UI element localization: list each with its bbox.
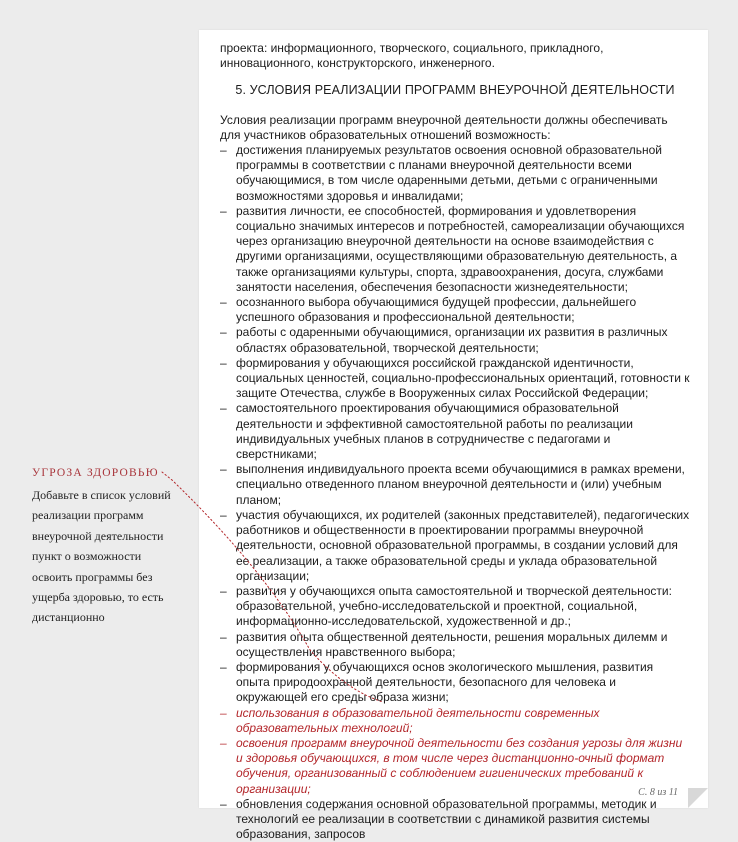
bullet-dash: – bbox=[220, 143, 227, 158]
document-page bbox=[199, 30, 708, 842]
bullet-dash: – bbox=[220, 735, 227, 750]
bullet-dash: – bbox=[220, 401, 227, 416]
added-list-item bbox=[220, 736, 690, 797]
list-item bbox=[220, 204, 690, 295]
list-item-text: развития личности, ее способностей, формирования и удовлетворения социально значимых интересов и потребностей, самореализации обучающихся через организацию внеурочной деятельности на основе взаимодействия с другими организациями, осуществляющими образовательную деятельность, а также организациями культуры, спорта, здравоохранения, досуга, службами занятости населения, обеспечения безопасности жизнедеятельности; bbox=[236, 203, 685, 294]
list-item bbox=[220, 143, 690, 204]
note-body: Добавьте в список условий реализации программ внеурочной деятельности пункт о возможности освоить программы без ущерба здоровью, то есть дистанционно bbox=[32, 488, 171, 625]
list-item-text: формирования у обучающихся российской гражданской идентичности, социальных ценностей, социально-профессиональных ориентаций, готовности к защите Отечества, службе в Вооруженных силах Российской Федерации; bbox=[236, 355, 690, 401]
note-title: УГРОЗА ЗДОРОВЬЮ bbox=[32, 467, 159, 479]
list-item-text: достижения планируемых результатов освоения основной образовательной программы в соответствии с планами внеурочной деятельности всеми обучающимися, в том числе одаренными детьми, детьми с ограниченными возможностями здоровья и инвалидами; bbox=[236, 143, 663, 203]
list-item-text: осознанного выбора обучающимися будущей профессии, дальнейшего успешного образования и профессиональной деятельности; bbox=[236, 295, 637, 325]
conditions-list bbox=[220, 143, 690, 842]
list-item bbox=[220, 508, 690, 584]
page-number: С. 8 из 11 bbox=[638, 787, 678, 798]
list-item bbox=[220, 660, 690, 706]
list-item-text: развития опыта общественной деятельности, решения моральных дилемм и осуществления нравственного выбора; bbox=[236, 629, 668, 659]
bullet-dash: – bbox=[220, 705, 227, 720]
list-item bbox=[220, 356, 690, 402]
bullet-dash: – bbox=[220, 629, 227, 644]
bullet-dash: – bbox=[220, 355, 227, 370]
list-item bbox=[220, 401, 690, 462]
bullet-dash: – bbox=[220, 462, 227, 477]
list-item bbox=[220, 584, 690, 630]
intro-tail-paragraph: проекта: информационного, творческого, социального, прикладного, инновационного, конструкторского, инженерного. bbox=[220, 41, 604, 71]
bullet-dash: – bbox=[220, 295, 227, 310]
added-list-item bbox=[220, 706, 690, 736]
bullet-dash: – bbox=[220, 203, 227, 218]
list-item-text: участия обучающихся, их родителей (законных представителей), педагогических работников и общественности в проектировании программы внеурочной деятельности, основной образовательной программы, в создании условий для ее реализации, а также образовательной среды и уклада образовательной организации; bbox=[236, 507, 690, 583]
section-title: 5. УСЛОВИЯ РЕАЛИЗАЦИИ ПРОГРАММ ВНЕУРОЧНОЙ ДЕЯТЕЛЬНОСТИ bbox=[235, 83, 675, 98]
list-item bbox=[220, 630, 690, 660]
list-item-text: выполнения индивидуального проекта всеми обучающимися в рамках времени, специально отведенного планом внеурочной деятельности и (или) учебным планом; bbox=[236, 462, 685, 507]
margin-note bbox=[32, 465, 182, 628]
list-item-text: работы с одаренными обучающимися, организации их развития в различных областях образовательной, творческой деятельности; bbox=[236, 325, 668, 355]
list-item-text: формирования у обучающихся основ экологического мышления, развития опыта природоохранной деятельности, безопасного для человека и окружающей его среды образа жизни; bbox=[236, 659, 654, 705]
document-content bbox=[220, 41, 690, 842]
list-item bbox=[220, 295, 690, 325]
lead-paragraph: Условия реализации программ внеурочной деятельности должны обеспечивать для участников образовательных отношений возможность: bbox=[220, 112, 668, 142]
page-fold-corner bbox=[688, 788, 708, 808]
bullet-dash: – bbox=[220, 507, 227, 522]
added-item-text: освоения программ внеурочной деятельности без создания угрозы для жизни и здоровья обучающихся, в том числе через дистанционно-очный формат обучения, организованный с соблюдением гигиенических требований к организации; bbox=[236, 735, 683, 796]
bullet-dash: – bbox=[220, 796, 227, 811]
list-item bbox=[220, 325, 690, 355]
list-item bbox=[220, 462, 690, 508]
list-item-text: развития у обучающихся опыта самостоятельной и творческой деятельности: образовательной, учебно-исследовательской и проектной, социальной, информационно-исследовательской, художественной и др.; bbox=[236, 583, 672, 629]
added-item-text: использования в образовательной деятельности современных образовательных технологий; bbox=[236, 705, 600, 735]
list-item bbox=[220, 797, 690, 842]
bullet-dash: – bbox=[220, 583, 227, 598]
list-item-text: обновления содержания основной образовательной программы, методик и технологий ее реализации в соответствии с динамикой развития системы образования, запросов bbox=[236, 796, 657, 842]
list-item-text: самостоятельного проектирования обучающимися образовательной деятельности и эффективной самостоятельной работы по реализации индивидуальных учебных планов в сотрудничестве с педагогами и сверстниками; bbox=[236, 401, 633, 462]
bullet-dash: – bbox=[220, 659, 227, 674]
bullet-dash: – bbox=[220, 325, 227, 340]
